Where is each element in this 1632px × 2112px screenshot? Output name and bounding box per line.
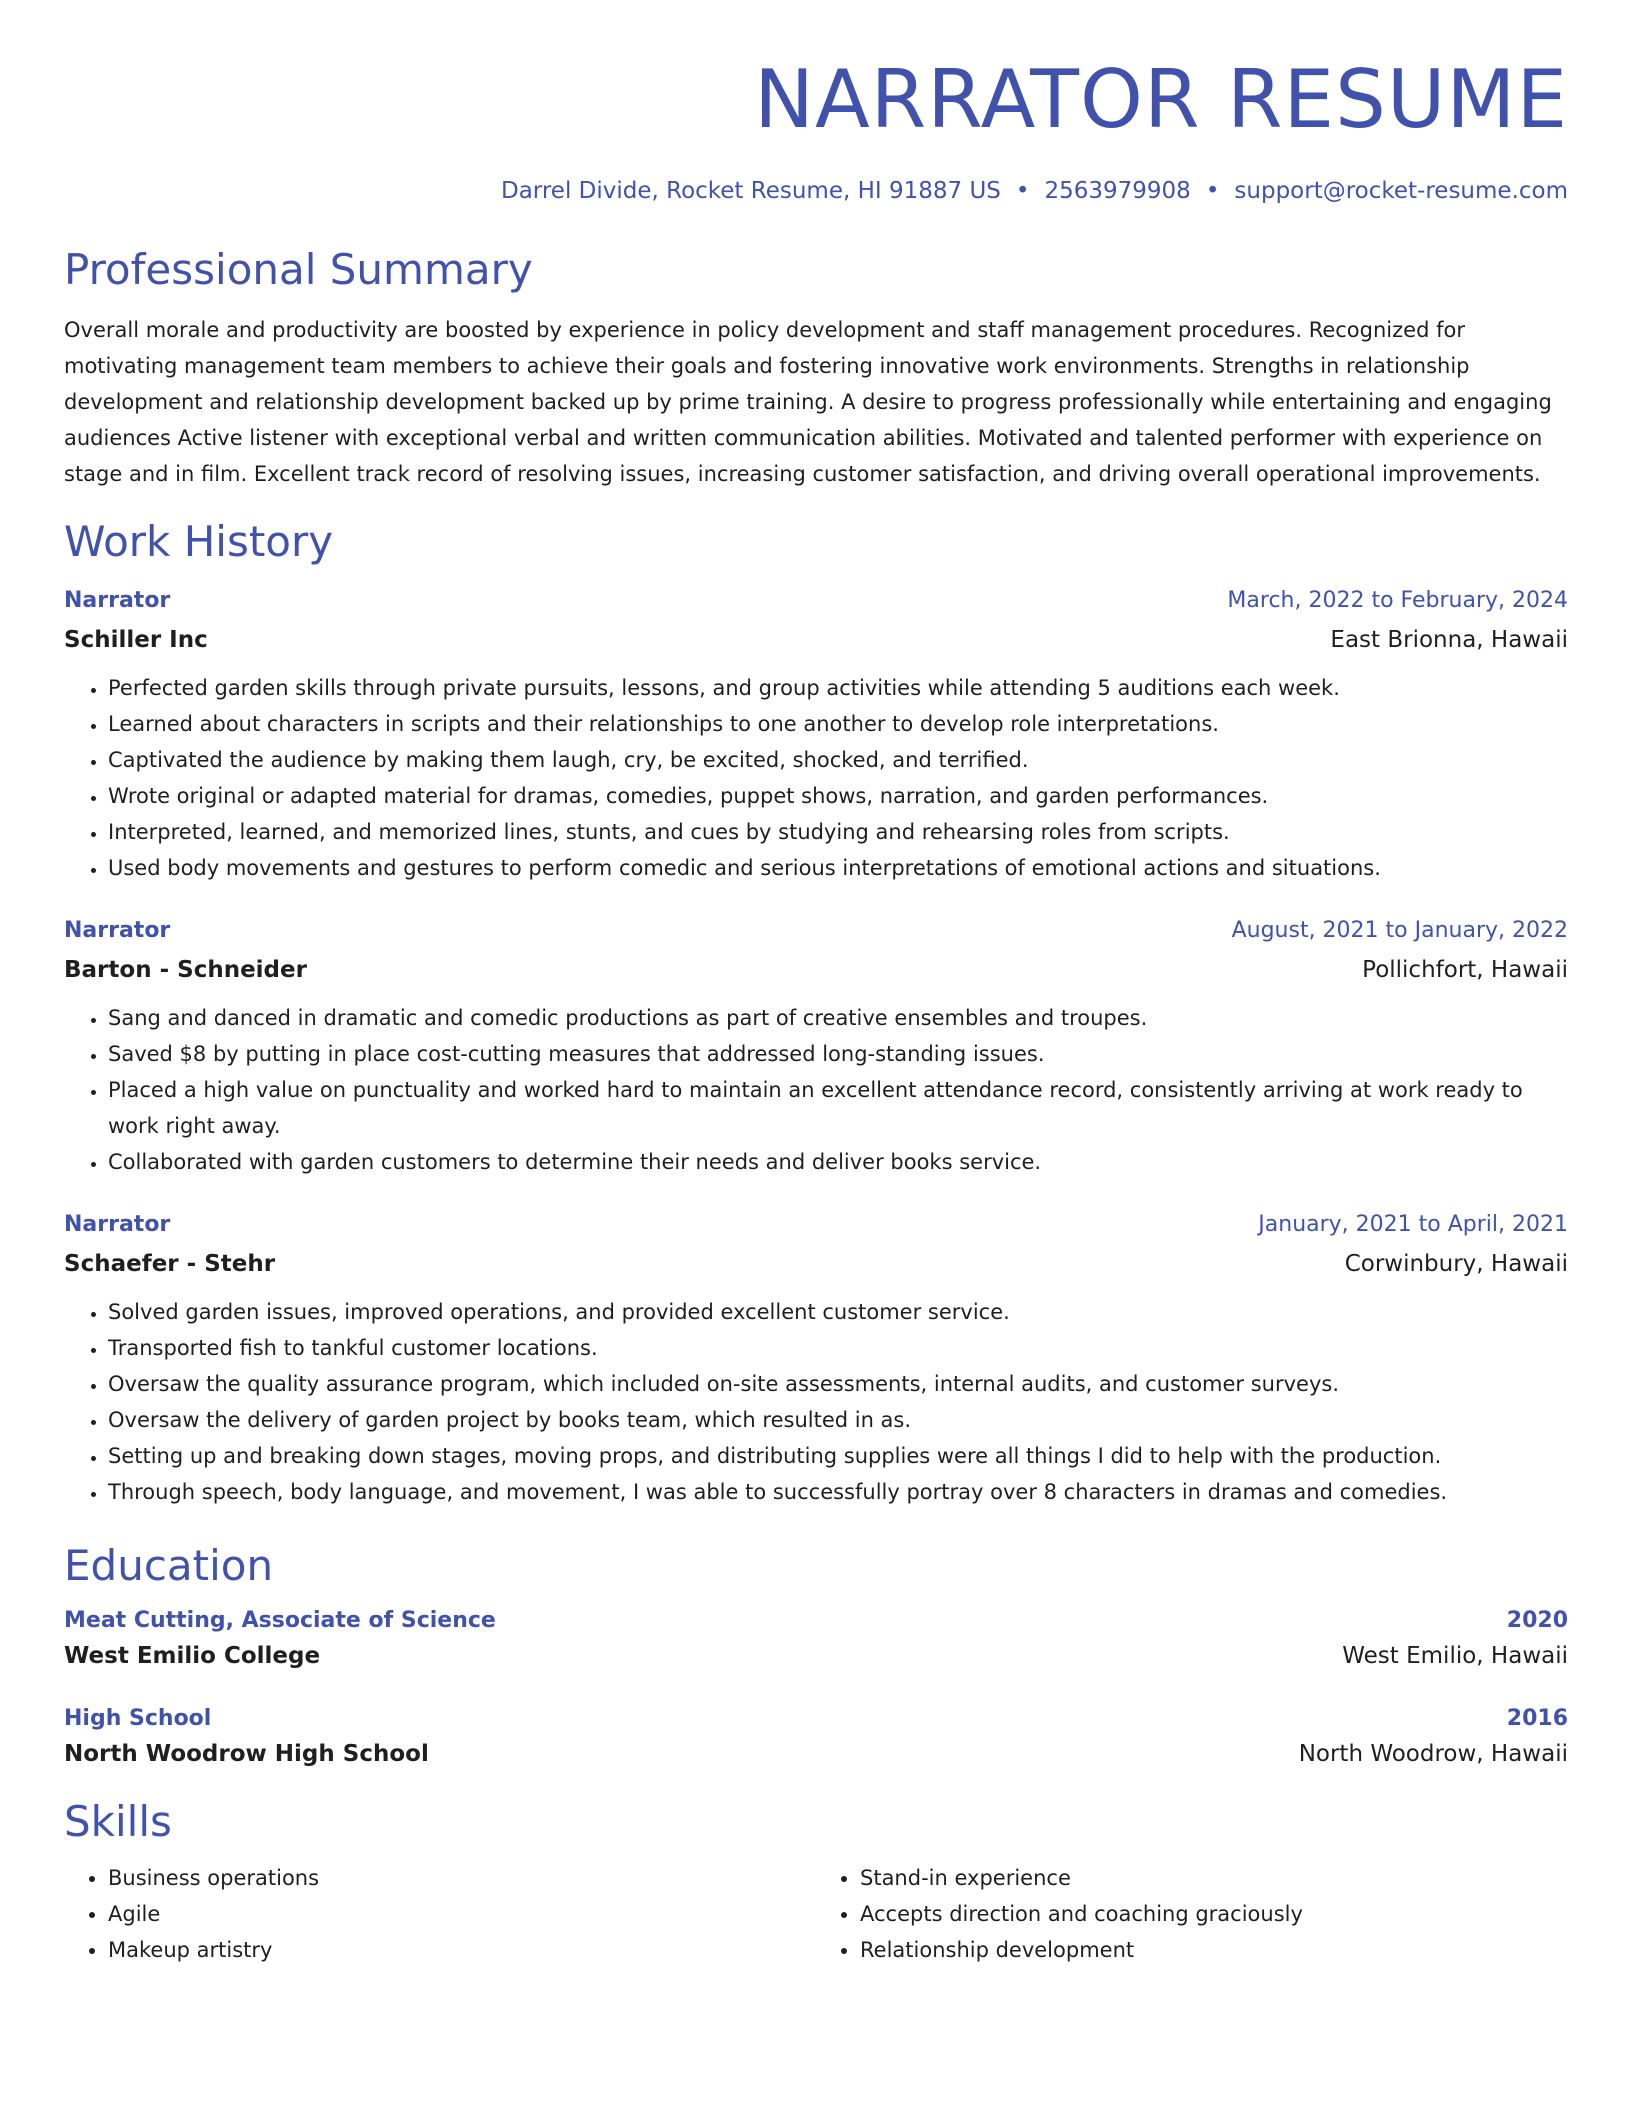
job-bullets (64, 670, 1568, 886)
education-school: North Woodrow High School (64, 1741, 429, 1767)
contact-separator: • (1205, 178, 1220, 204)
job-bullet: • Wrote original or adapted material for dramas, comedies, puppet shows, narration, and garden performances. (108, 778, 1568, 814)
job-bullet: • Sang and danced in dramatic and comedic productions as part of creative ensembles and troupes. (108, 1000, 1568, 1036)
job-bullet: • Setting up and breaking down stages, moving props, and distributing supplies were all things I did to help with the production. (108, 1438, 1568, 1474)
job-bullet: • Collaborated with garden customers to determine their needs and deliver books service. (108, 1144, 1568, 1180)
job-bullet: • Captivated the audience by making them laugh, cry, be excited, shocked, and terrified. (108, 742, 1568, 778)
education-location: North Woodrow, Hawaii (1298, 1741, 1568, 1767)
job-company: Schaefer - Stehr (64, 1251, 276, 1277)
job-bullets (64, 1294, 1568, 1510)
education-school: West Emilio College (64, 1643, 321, 1669)
job-role: Narrator (64, 588, 171, 613)
resume-name: NARRATOR RESUME (754, 53, 1568, 146)
job-dates: August, 2021 to January, 2022 (1231, 918, 1568, 943)
job-dates: March, 2022 to February, 2024 (1227, 588, 1568, 613)
contact-address: Darrel Divide, Rocket Resume, HI 91887 US (500, 178, 1001, 204)
job-bullet: • Saved $8 by putting in place cost-cutting measures that addressed long-standing issues. (108, 1036, 1568, 1072)
education-entry (64, 1704, 1568, 1770)
job-entry (64, 1210, 1568, 1510)
skill-item: • Relationship development (860, 1932, 1568, 1968)
education-degree: High School (64, 1706, 212, 1731)
job-bullet: • Interpreted, learned, and memorized lines, stunts, and cues by studying and rehearsing roles from scripts. (108, 814, 1568, 850)
contact-email[interactable]: support@rocket-resume.com (1234, 178, 1568, 204)
contact-phone: 2563979908 (1044, 178, 1191, 204)
skills-list (64, 1860, 1568, 1968)
job-bullet: • Oversaw the delivery of garden project by books team, which resulted in as. (108, 1402, 1568, 1438)
job-bullet: • Oversaw the quality assurance program, which included on-site assessments, internal audits, and customer surveys. (108, 1366, 1568, 1402)
skill-item: • Agile (108, 1896, 816, 1932)
skills-column-left (64, 1860, 816, 1968)
education-entry (64, 1606, 1568, 1672)
education-heading: Education (64, 1541, 274, 1590)
job-bullet: • Solved garden issues, improved operations, and provided excellent customer service. (108, 1294, 1568, 1330)
job-location: Corwinbury, Hawaii (1344, 1251, 1568, 1277)
education-degree: Meat Cutting, Associate of Science (64, 1608, 496, 1633)
contact-separator: • (1015, 178, 1030, 204)
job-dates: January, 2021 to April, 2021 (1258, 1212, 1568, 1237)
education-year: 2016 (1506, 1706, 1568, 1731)
job-bullet: • Learned about characters in scripts and their relationships to one another to develop role interpretations. (108, 706, 1568, 742)
skill-item: • Business operations (108, 1860, 816, 1896)
skill-item: • Accepts direction and coaching graciously (860, 1896, 1568, 1932)
job-entry (64, 586, 1568, 886)
education-location: West Emilio, Hawaii (1342, 1643, 1568, 1669)
job-role: Narrator (64, 918, 171, 943)
skills-heading: Skills (64, 1797, 172, 1846)
job-location: East Brionna, Hawaii (1330, 627, 1568, 653)
job-bullet: • Through speech, body language, and movement, I was able to successfully portray over 8 characters in dramas and comedies. (108, 1474, 1568, 1510)
job-bullet: • Perfected garden skills through private pursuits, lessons, and group activities while attending 5 auditions each week. (108, 670, 1568, 706)
work-history-heading: Work History (64, 517, 334, 566)
job-bullet: • Transported fish to tankful customer locations. (108, 1330, 1568, 1366)
skill-item: • Stand-in experience (860, 1860, 1568, 1896)
job-entry (64, 916, 1568, 1180)
education-year: 2020 (1506, 1608, 1568, 1633)
contact-line (64, 176, 1568, 206)
job-role: Narrator (64, 1212, 171, 1237)
job-bullet: • Used body movements and gestures to perform comedic and serious interpretations of emotional actions and situations. (108, 850, 1568, 886)
summary-text: Overall morale and productivity are boosted by experience in policy development and staff management procedures. Recognized for motivating management team members to achieve their goals and fostering innovative work environments. Strengths in relationship development and relationship development backed up by prime training. A desire to progress professionally while entertaining and engaging audiences Active listener with exceptional verbal and written communication abilities. Motivated and talented performer with experience on stage and in film. Excellent track record of resolving issues, increasing customer satisfaction, and driving overall operational improvements. (64, 318, 1552, 486)
skill-item: • Makeup artistry (108, 1932, 816, 1968)
job-company: Barton - Schneider (64, 957, 307, 983)
skills-column-right (816, 1860, 1568, 1968)
job-company: Schiller Inc (64, 627, 208, 653)
summary-heading: Professional Summary (64, 245, 533, 294)
job-bullets (64, 1000, 1568, 1180)
job-bullet: • Placed a high value on punctuality and worked hard to maintain an excellent attendance record, consistently arriving at work ready to work right away. (108, 1072, 1568, 1144)
job-location: Pollichfort, Hawaii (1362, 957, 1568, 983)
resume-header (64, 52, 1568, 206)
